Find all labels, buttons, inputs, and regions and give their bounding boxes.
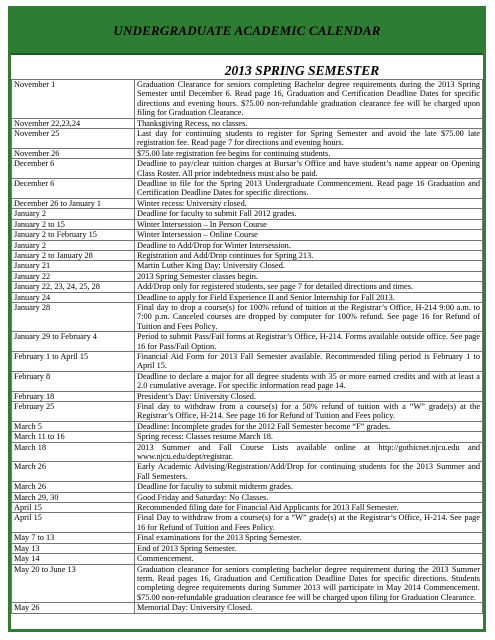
- row-date: January 29 to February 4: [12, 332, 135, 352]
- row-date: January 28: [12, 302, 135, 331]
- row-description: Winter Intersession – Online Course: [135, 230, 483, 240]
- calendar-row: [12, 332, 483, 352]
- row-description: Final Day to withdraw from a course(s) for a “W” grade(s) at the Registrar’s Office, H-214. See page 16 for Refund of Tuition and Fees Policy.: [135, 513, 483, 533]
- calendar-row: [12, 482, 483, 492]
- row-date: April 15: [12, 503, 135, 513]
- row-description: Spring recess: Classes resume March 18.: [135, 432, 483, 442]
- row-description: End of 2013 Spring Semester.: [135, 543, 483, 553]
- row-description: Final examinations for the 2013 Spring Semester.: [135, 533, 483, 543]
- row-date: April 15: [12, 513, 135, 533]
- row-description: Registration and Add/Drop continues for Spring 213.: [135, 250, 483, 260]
- row-description: Deadline: Incomplete grades for the 2012 Fall Semester become “F” grades.: [135, 421, 483, 431]
- calendar-row: [12, 302, 483, 331]
- row-date: January 24: [12, 292, 135, 302]
- row-description: Deadline to file for the Spring 2013 Undergraduate Commencement. Read page 16 Graduation and Certification Deadline Dates for specific directions.: [135, 179, 483, 199]
- calendar-row: [12, 219, 483, 229]
- calendar-title: UNDERGRADUATE ACADEMIC CALENDAR: [113, 23, 381, 38]
- row-description: $75.00 late registration fee begins for continuing students.: [135, 148, 483, 158]
- row-date: March 11 to 16: [12, 432, 135, 442]
- row-date: January 22: [12, 271, 135, 281]
- row-description: Graduation clearance for seniors completing bachelor degree requirement during the 2013 Summer term. Read pages 16, Graduation and Certification Deadline Dates for specific directions. Students completing degree requirements during Summer 2013 will participate in May 2014 Commencement. $75.00 non-refundable graduation clearance fee will be charged upon filing for Graduation Clearance.: [135, 564, 483, 603]
- row-date: May 26: [12, 603, 135, 613]
- row-date: May 14: [12, 554, 135, 564]
- calendar-row: [12, 179, 483, 199]
- semester-heading: 2013 SPRING SEMESTER: [224, 63, 380, 78]
- row-description: Memorial Day: University Closed.: [135, 603, 483, 613]
- row-date: January 2 to 15: [12, 219, 135, 229]
- row-date: November 22,23,24: [12, 118, 135, 128]
- row-description: 2013 Summer and Fall Course Lists available online at http://gothicnet.njcu.edu and www.njcu.edu/dept/registrar.: [135, 442, 483, 462]
- row-date: December 26 to January 1: [12, 198, 135, 208]
- row-description: Thanksgiving Recess, no classes.: [135, 118, 483, 128]
- row-date: May 13: [12, 543, 135, 553]
- calendar-row: [12, 129, 483, 149]
- row-description: Deadline to Add/Drop for Winter Intersession.: [135, 240, 483, 250]
- row-date: February 18: [12, 391, 135, 401]
- row-description: Last day for continuing students to register for Spring Semester and avoid the late $75.00 late registration fee. Read page 7 for directions and evening hours.: [135, 129, 483, 149]
- row-date: November 25: [12, 129, 135, 149]
- row-description: Winter Intersession – In Person Course: [135, 219, 483, 229]
- calendar-row: [12, 442, 483, 462]
- calendar-row: [12, 261, 483, 271]
- calendar-row: [12, 402, 483, 422]
- row-description: Period to submit Pass/Fail forms at Registrar’s Office, H-214. Forms available outside office. See page 16 for Pass/Fail Option.: [135, 332, 483, 352]
- calendar-row: [12, 371, 483, 391]
- row-date: March 29, 30: [12, 492, 135, 502]
- row-date: February 25: [12, 402, 135, 422]
- calendar-row: [12, 564, 483, 603]
- row-description: Good Friday and Saturday: No Classes.: [135, 492, 483, 502]
- row-description: Recommended filing date for Financial Aid Applicants for 2013 Fall Semester.: [135, 503, 483, 513]
- row-date: January 21: [12, 261, 135, 271]
- row-date: December 6: [12, 159, 135, 179]
- row-date: February 8: [12, 371, 135, 391]
- row-date: March 26: [12, 482, 135, 492]
- calendar-row: [12, 118, 483, 128]
- calendar-row: [12, 391, 483, 401]
- calendar-row: [12, 503, 483, 513]
- calendar-row: [12, 432, 483, 442]
- row-description: Winter recess: University closed.: [135, 198, 483, 208]
- calendar-row: [12, 148, 483, 158]
- calendar-rows: [12, 80, 483, 614]
- row-description: Add/Drop only for registered students, see page 7 for detailed directions and times.: [135, 282, 483, 292]
- row-description: Commencement.: [135, 554, 483, 564]
- calendar-row: [12, 250, 483, 260]
- calendar-row: [12, 292, 483, 302]
- row-description: Graduation Clearance for seniors completing Bachelor degree requirements during the 2013 Spring Semester until December 6. Read page 16, Graduation and Certification Deadline Dates for specific directions and evening hours. $75.00 non-refundable graduation clearance fee will be charged upon filing for Graduation Clearance.: [135, 80, 483, 119]
- calendar-row: [12, 513, 483, 533]
- row-description: Early Academic Advising/Registration/Add/Drop for continuing students for the 2013 Summer and Fall Semesters.: [135, 462, 483, 482]
- calendar-row: [12, 159, 483, 179]
- row-description: Martin Luther King Day: University Closed.: [135, 261, 483, 271]
- row-date: May 20 to June 13: [12, 564, 135, 603]
- row-date: March 5: [12, 421, 135, 431]
- row-date: March 26: [12, 462, 135, 482]
- row-date: January 2: [12, 209, 135, 219]
- row-description: President’s Day: University Closed.: [135, 391, 483, 401]
- calendar-row: [12, 80, 483, 119]
- row-description: Deadline to apply for Field Experience II and Senior Internship for Fall 2013.: [135, 292, 483, 302]
- calendar-row: [12, 351, 483, 371]
- row-date: December 6: [12, 179, 135, 199]
- calendar-row: [12, 240, 483, 250]
- row-description: Financial Aid Form for 2013 Fall Semester available. Recommended filing period is February 1 to April 15.: [135, 351, 483, 371]
- row-description: Deadline for faculty to submit Fall 2012 grades.: [135, 209, 483, 219]
- row-date: January 2: [12, 240, 135, 250]
- calendar-row: [12, 230, 483, 240]
- row-description: 2013 Spring Semester classes begin.: [135, 271, 483, 281]
- calendar-row: [12, 462, 483, 482]
- row-description: Final day to drop a course(s) for 100% refund of tuition at the Registrar’s Office, H-214 9:00 a.m. to 7:00 p.m. Canceled courses are dropped by computer for 100% refund. See page 16 for Refund of Tuition and Fees Policy.: [135, 302, 483, 331]
- calendar-row: [12, 198, 483, 208]
- calendar-row: [12, 533, 483, 543]
- row-date: November 1: [12, 80, 135, 119]
- calendar-row: [12, 603, 483, 613]
- row-date: March 18: [12, 442, 135, 462]
- calendar-row: [12, 554, 483, 564]
- row-date: January 2 to January 28: [12, 250, 135, 260]
- row-description: Deadline to pay/clear tuition charges at Bursar’s Office and have student’s name appear on Opening Class Roster. All prior indebtedness must also be paid.: [135, 159, 483, 179]
- calendar-row: [12, 421, 483, 431]
- calendar-row: [12, 271, 483, 281]
- row-description: Deadline to declare a major for all degree students with 35 or more earned credits and with at least a 2.0 cumulative average. For specific information read page 14.: [135, 371, 483, 391]
- calendar-row: [12, 543, 483, 553]
- calendar-row: [12, 492, 483, 502]
- calendar-row: [12, 209, 483, 219]
- calendar-table: [11, 79, 483, 614]
- row-date: May 7 to 13: [12, 533, 135, 543]
- row-date: January 2 to February 15: [12, 230, 135, 240]
- row-date: November 26: [12, 148, 135, 158]
- calendar-frame: [8, 6, 486, 632]
- row-date: January 22, 23, 24, 25, 28: [12, 282, 135, 292]
- row-description: Final day to withdraw from a course(s) for a 50% refund of tuition with a “W” grade(s) at the Registrar’s Office, H-214. See page 16 for Refund of Tuition and Fees policy.: [135, 402, 483, 422]
- row-description: Deadline for faculty to submit midterm grades.: [135, 482, 483, 492]
- row-date: February 1 to April 15: [12, 351, 135, 371]
- calendar-header: [11, 9, 483, 55]
- calendar-row: [12, 282, 483, 292]
